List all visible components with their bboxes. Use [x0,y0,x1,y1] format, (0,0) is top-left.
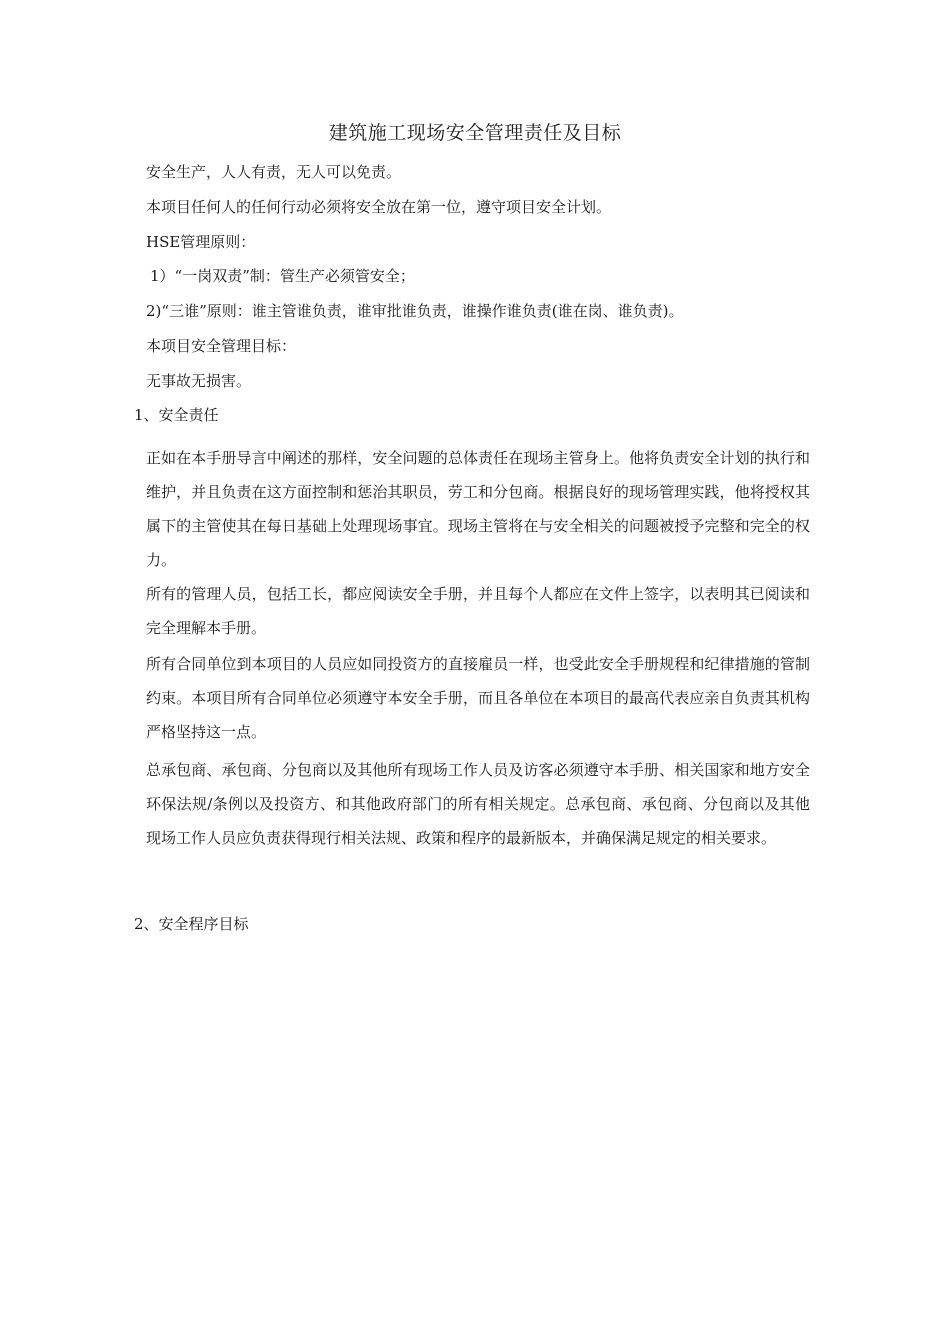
intro-line-3: HSE管理原则： [146,233,256,251]
section1-paragraph-1: 正如在本手册导言中阐述的那样，安全问题的总体责任在现场主管身上。他将负责安全计划的执行和维护，并且负责在这方面控制和惩治其职员，劳工和分包商。根据良好的现场管理实践，他将授权其属下的主管使其在每日基础上处理现场事宜。现场主管将在与安全相关的问题被授予完整和完全的权力。 [146,449,810,569]
section1-paragraph-2: 所有的管理人员，包括工长，都应阅读安全手册，并且每个人都应在文件上签字，以表明其已阅读和完全理解本手册。 [146,585,810,637]
intro-line-4: 1）“一岗双责”制：管生产必须管安全； [150,267,415,285]
intro-line-2: 本项目任何人的任何行动必须将安全放在第一位，遵守项目安全计划。 [146,198,612,216]
intro-line-1: 安全生产，人人有责，无人可以免责。 [146,163,402,181]
intro-line-7: 无事故无损害。 [146,372,252,390]
document-title: 建筑施工现场安全管理责任及目标 [328,122,622,144]
section1-paragraph-4: 总承包商、承包商、分包商以及其他所有现场工作人员及访客必须遵守本手册、相关国家和地方安全环保法规/条例以及投资方、和其他政府部门的所有相关规定。总承包商、承包商、分包商以及其他现场工作人员应负责获得现行相关法规、政策和程序的最新版本，并确保满足规定的相关要求。 [146,761,810,847]
intro-line-6: 本项目安全管理目标： [146,337,297,355]
intro-line-5: 2)“三谁”原则：谁主管谁负责，谁审批谁负责，谁操作谁负责(谁在岗、谁负责)。 [146,302,684,320]
section1-paragraph-3: 所有合同单位到本项目的人员应如同投资方的直接雇员一样，也受此安全手册规程和纪律措施的管制约束。本项目所有合同单位必须遵守本安全手册，而且各单位在本项目的最高代表应亲自负责其机构严格坚持这一点。 [146,655,810,741]
section2-heading: 2、安全程序目标 [134,915,249,933]
section1-heading: 1、安全责任 [134,406,219,424]
